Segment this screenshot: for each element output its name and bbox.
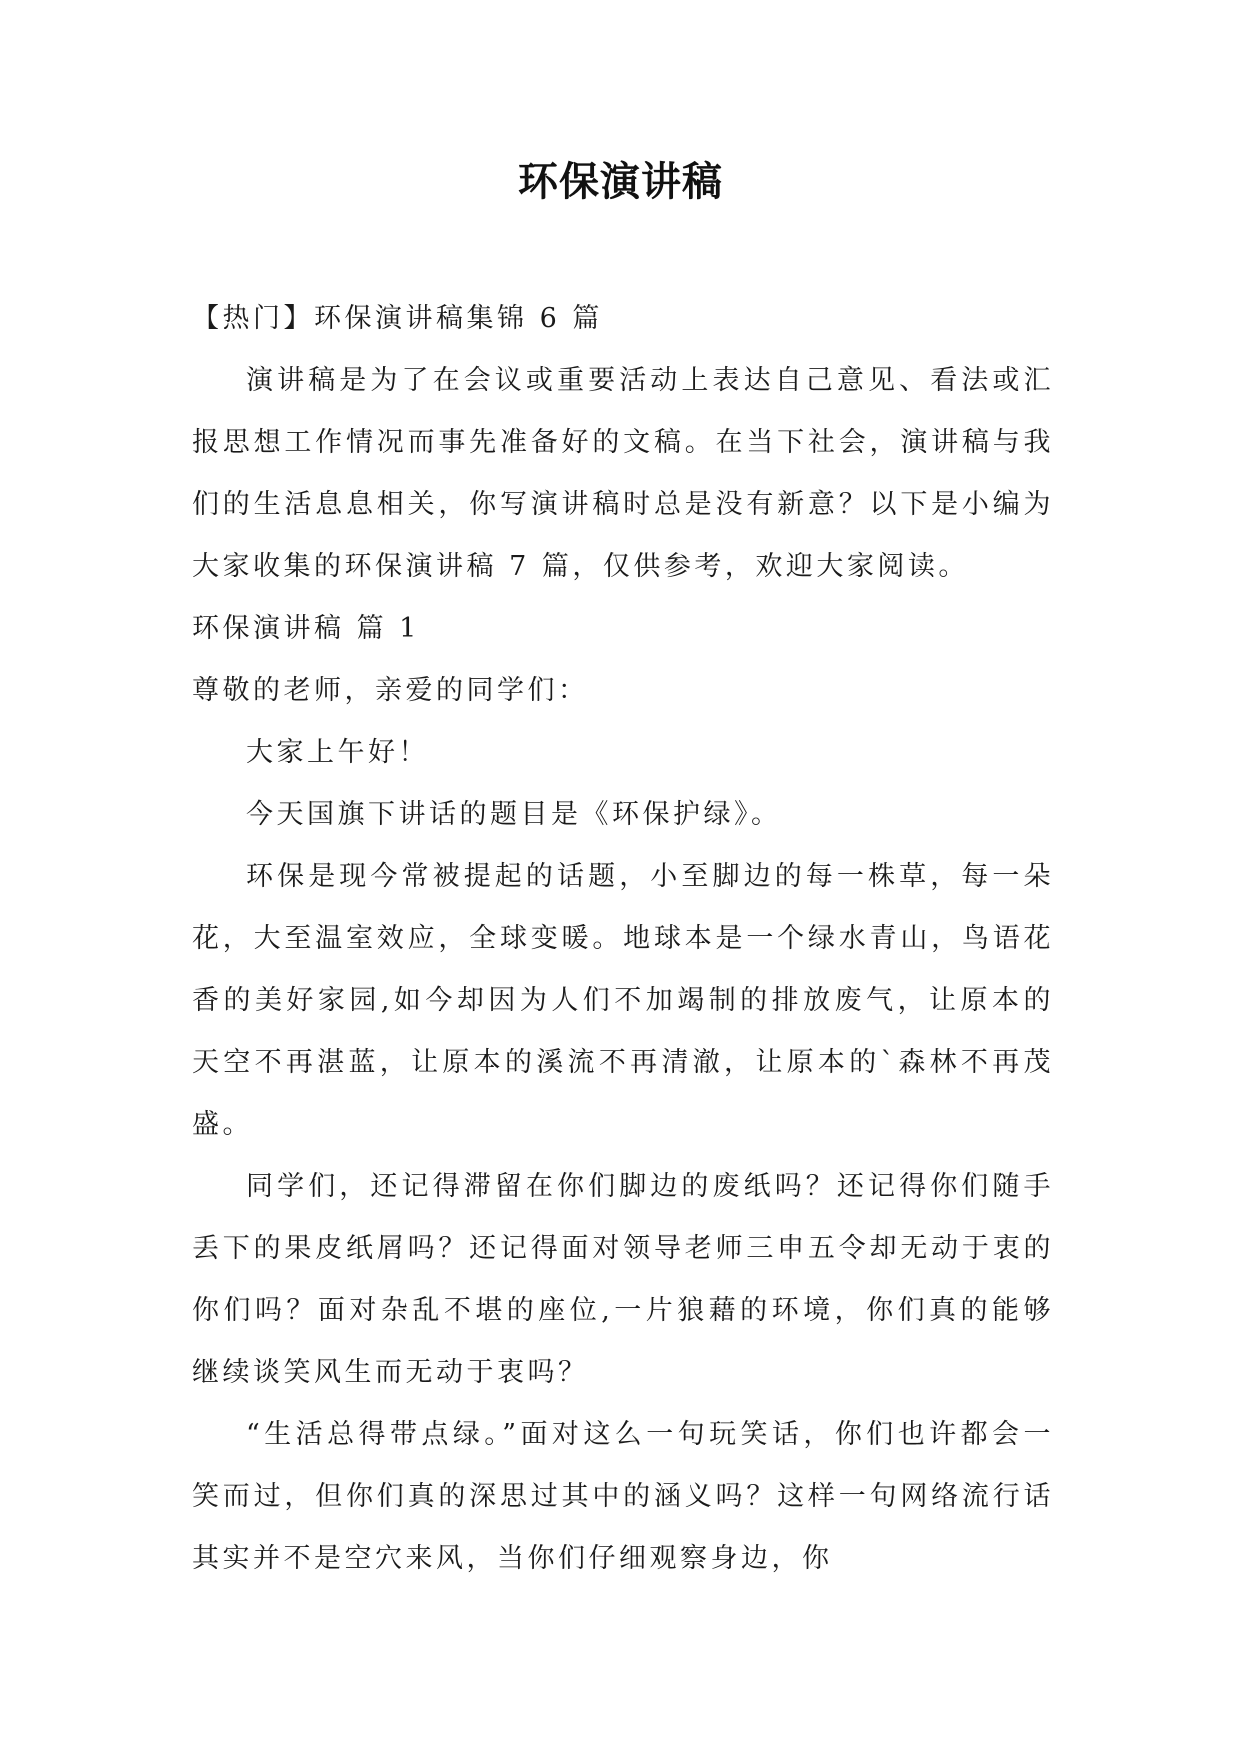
paragraph: 环保演讲稿 篇 1 — [192, 613, 420, 644]
paragraph: “生活总得带点绿。”面对这么一句玩笑话，你们也许都会一笑而过，但你们真的深思过其中的涵义吗？这样一句网络流行话其实并不是空穴来风，当你们仔细观察身边，你 — [192, 1419, 1054, 1574]
document-title: 环保演讲稿 — [518, 159, 723, 205]
paragraph: 演讲稿是为了在会议或重要活动上表达自己意见、看法或汇报思想工作情况而事先准备好的文稿。在当下社会，演讲稿与我们的生活息息相关，你写演讲稿时总是没有新意？以下是小编为大家收集的环保演讲稿 7 篇，仅供参考，欢迎大家阅读。 — [192, 365, 1054, 582]
paragraph: 【热门】环保演讲稿集锦 6 篇 — [192, 303, 603, 334]
document-body — [192, 288, 1054, 1590]
paragraph: 环保是现今常被提起的话题，小至脚边的每一株草，每一朵花，大至温室效应，全球变暖。地球本是一个绿水青山，鸟语花香的美好家园,如今却因为人们不加竭制的排放废气，让原本的天空不再湛蓝，让原本的溪流不再清澈，让原本的`森林不再茂盛。 — [192, 861, 1054, 1140]
paragraph: 大家上午好！ — [246, 737, 429, 768]
paragraph: 今天国旗下讲话的题目是《环保护绿》。 — [246, 799, 782, 830]
paragraph: 同学们，还记得滞留在你们脚边的废纸吗？还记得你们随手丢下的果皮纸屑吗？还记得面对领导老师三申五令却无动于衷的你们吗？面对杂乱不堪的座位,一片狼藉的环境，你们真的能够继续谈笑风生而无动于衷吗？ — [192, 1171, 1054, 1388]
paragraph: 尊敬的老师，亲爱的同学们： — [192, 675, 589, 706]
